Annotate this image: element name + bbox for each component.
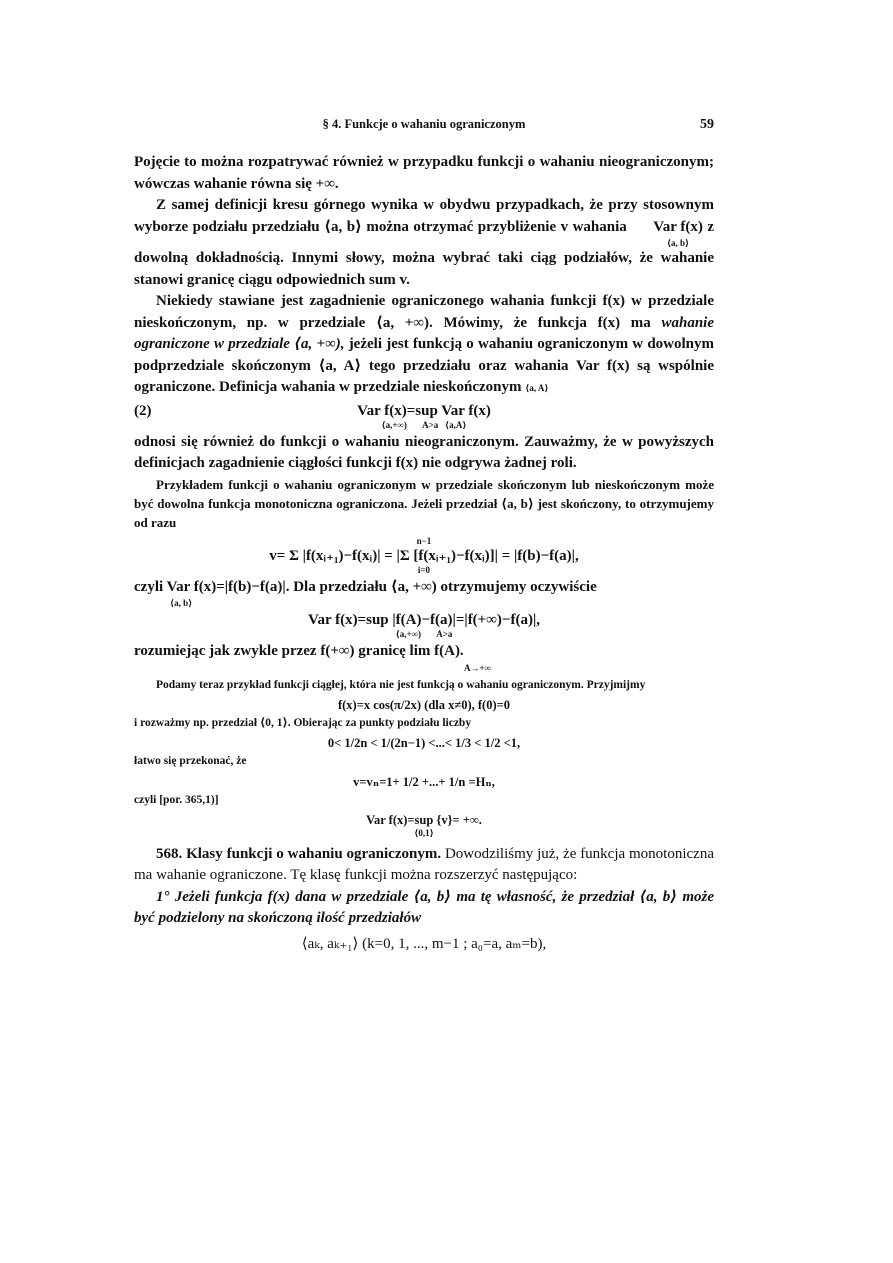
equation-sum-lower: i=0 <box>417 564 431 575</box>
equation-2-sub1: ⟨a,+∞) <box>381 419 407 430</box>
equation-infinite <box>134 612 714 639</box>
running-header <box>134 117 714 137</box>
paragraph-3-subscript: ⟨a, A⟩ <box>525 383 549 393</box>
equation-sum-main: v= Σ |f(xᵢ₊₁)−f(xᵢ)| = |Σ [f(xᵢ₊₁)−f(xᵢ)]| = |f(b)−f(a)|, <box>269 547 579 564</box>
paragraph-7 <box>134 641 714 673</box>
equation-infinite-subscripts <box>134 629 714 639</box>
variation-subscript: ⟨a, b⟩ <box>666 238 690 248</box>
section-568 <box>134 844 714 887</box>
section-568-text: Dowodziliśmy już, że funkcja monotoniczna ma wahanie ograniczone. Tę klasę funkcji można rozszerzyć następująco: <box>134 845 714 883</box>
equation-points: 0< 1/2n < 1/(2n−1) <...< 1/3 < 1/2 <1, <box>327 735 521 750</box>
page-number: 59 <box>700 117 714 132</box>
paragraph-7-subscript: A→+∞ <box>464 662 492 673</box>
equation-v: v=vₙ=1+ 1/2 +...+ 1/n =Hₙ, <box>353 774 495 789</box>
equation-var-main: Var f(x)=sup {v}= +∞. <box>366 812 482 827</box>
equation-2-subscripts <box>134 420 714 430</box>
paragraph-6-text: czyli Var f(x)=|f(b)−f(a)|. Dla przedziału ⟨a, +∞) otrzymujemy oczywiście <box>134 578 597 595</box>
paragraph-2 <box>134 195 714 291</box>
paragraph-9: i rozważmy np. przedział ⟨0, 1⟩. Obierając za punkty podziału liczby <box>134 716 472 729</box>
equation-2-main: Var f(x)=sup Var f(x) <box>357 402 491 419</box>
equation-var <box>134 813 714 838</box>
equation-2-sub3: ⟨a,A⟩ <box>445 419 467 430</box>
equation-f: f(x)=x cos(π/2x) (dla x≠0), f(0)=0 <box>337 697 510 712</box>
equation-infinite-main: Var f(x)=sup |f(A)−f(a)|=|f(+∞)−f(a)|, <box>307 612 541 628</box>
equation-infinite-sub2: A>a <box>436 629 453 639</box>
paragraph-1: Pojęcie to można rozpatrywać również w przypadku funkcji o wahaniu nieograniczonym; wówczas wahanie równa się +∞. <box>134 154 714 192</box>
paragraph-5: Przykładem funkcji o wahaniu ograniczonym w przedziale skończonym lub nieskończonym może być dowolna funkcja monotoniczna ograniczona. Jeżeli przedział ⟨a, b⟩ jest skończony, to otrzymujemy od razu <box>134 476 714 530</box>
paragraph-2-text-a: Z samej definicji kresu górnego wynika w obydwu przypadkach, że przy stosownym wyborze podziału przedziału ⟨a, b⟩ można otrzymać przybliżenie v wahania <box>134 197 714 235</box>
equation-sum <box>134 536 714 575</box>
paragraph-7-text: rozumiejąc jak zwykle przez f(+∞) granicę lim f(A). <box>134 643 464 659</box>
paragraph-3-text-b: jeżeli jest funkcją o wahaniu ograniczonym w dowolnym podprzedziale skończonym ⟨a, A⟩ tego przedziału oraz wahania Var f(x) są wspólnie ograniczone. Definicja wahania w przedziale nieskończonym <box>134 336 715 395</box>
paragraph-11: czyli [por. 365,1)] <box>134 793 219 806</box>
equation-infinite-sub1: ⟨a,+∞) <box>395 629 421 639</box>
header-title: § 4. Funkcje o wahaniu ograniczonym <box>322 117 526 131</box>
equation-2-sub2: A>a <box>422 419 439 430</box>
equation-sum-upper: n−1 <box>416 535 432 546</box>
variation-main: Var f(x) <box>653 218 703 235</box>
equation-2 <box>134 403 714 430</box>
paragraph-2-text-b: z dowolną dokładnością. Innymi słowy, można wybrać taki ciąg podziałów, że wahanie stanowi granicę ciągu odpowiednich sum v. <box>134 218 714 288</box>
paragraph-6-subscript: ⟨a, b⟩ <box>170 598 193 608</box>
page-body <box>134 152 714 955</box>
equation-var-subscript: ⟨0,1⟩ <box>414 827 434 838</box>
section-568-heading: 568. Klasy funkcji o wahaniu ograniczonym. <box>156 845 442 862</box>
paragraph-8: Podamy teraz przykład funkcji ciągłej, która nie jest funkcją o wahaniu ograniczonym. Przyjmijmy <box>156 678 646 691</box>
paragraph-3-text-a: Niekiedy stawiane jest zagadnienie ograniczonego wahania funkcji f(x) w przedziale nieskończonym, np. w przedziale ⟨a, +∞). Mówimy, że funkcja f(x) ma <box>134 293 714 331</box>
paragraph-6 <box>134 577 714 609</box>
section-568-item-1: 1° Jeżeli funkcja f(x) dana w przedziale ⟨a, b⟩ ma tę własność, że przedział ⟨a, b⟩ może być podzielony na skończoną ilość przedziałów <box>134 888 714 926</box>
paragraph-10: łatwo się przekonać, że <box>134 754 247 767</box>
paragraph-4: odnosi się również do funkcji o wahaniu nieograniczonym. Zauważmy, że w powyższych definicjach zagadnienie ciągłości funkcji f(x) nie odgrywa żadnej roli. <box>134 433 714 471</box>
paragraph-3 <box>134 291 714 399</box>
paragraph-3-emphasis: wahanie ograniczone w przedziale ⟨a, +∞), <box>134 314 714 352</box>
equation-last: ⟨aₖ, aₖ₊₁⟩ (k=0, 1, ..., m−1 ; a₀=a, aₘ=b), <box>301 935 547 952</box>
equation-2-number: (2) <box>134 402 152 419</box>
variation-expression <box>631 217 703 249</box>
